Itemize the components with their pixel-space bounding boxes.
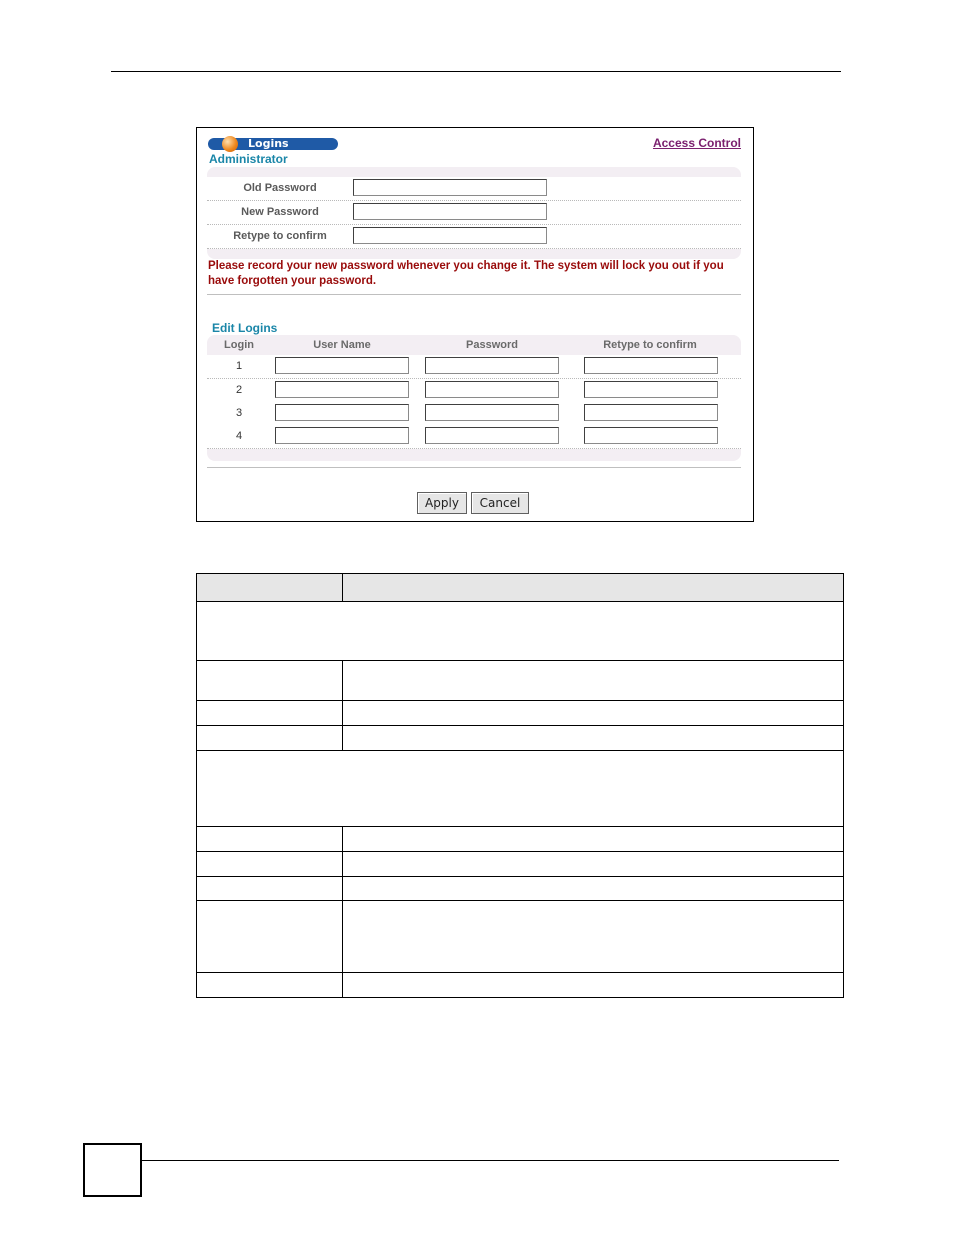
apply-button[interactable]: Apply — [417, 492, 467, 514]
table-line — [197, 972, 843, 973]
table-line — [197, 700, 843, 701]
divider-2 — [207, 467, 741, 468]
login-number: 4 — [235, 430, 243, 442]
cancel-button[interactable]: Cancel — [471, 492, 529, 514]
divider-1 — [207, 294, 741, 295]
retype-confirm-input[interactable] — [353, 227, 547, 244]
table-line — [197, 876, 843, 877]
table-divider — [342, 660, 343, 751]
password-input[interactable] — [425, 404, 559, 421]
login-row — [207, 402, 741, 426]
admin-panel — [207, 167, 741, 259]
login-row — [207, 355, 741, 379]
login-row — [207, 425, 741, 449]
admin-row-new — [207, 201, 741, 225]
new-password-label: New Password — [241, 206, 319, 218]
table-line — [197, 725, 843, 726]
new-password-input[interactable] — [353, 203, 547, 220]
col-password: Password — [466, 339, 518, 351]
table-line — [197, 660, 843, 661]
password-input[interactable] — [425, 357, 559, 374]
description-table — [196, 573, 844, 998]
retype-input[interactable] — [584, 381, 718, 398]
user-name-input[interactable] — [275, 404, 409, 421]
orange-ball-icon — [222, 136, 238, 152]
table-line — [197, 851, 843, 852]
login-row — [207, 379, 741, 403]
col-user-name: User Name — [313, 339, 371, 351]
edit-logins-title: Edit Logins — [212, 321, 278, 335]
top-rule — [111, 71, 841, 72]
bottom-rule — [140, 1160, 839, 1161]
login-number: 1 — [235, 360, 243, 372]
retype-confirm-label: Retype to confirm — [233, 230, 327, 242]
old-password-input[interactable] — [353, 179, 547, 196]
table-line — [197, 601, 843, 602]
col-retype: Retype to confirm — [603, 339, 697, 351]
password-input[interactable] — [425, 427, 559, 444]
retype-input[interactable] — [584, 404, 718, 421]
table-line — [197, 900, 843, 901]
password-warning: Please record your new password whenever you change it. The system will lock you out if you have forgotten your password. — [208, 260, 724, 287]
title-pill — [208, 138, 338, 150]
logins-screenshot — [196, 127, 754, 522]
login-number: 2 — [235, 384, 243, 396]
col-login: Login — [224, 339, 254, 351]
admin-row-old — [207, 177, 741, 201]
password-input[interactable] — [425, 381, 559, 398]
user-name-input[interactable] — [275, 381, 409, 398]
old-password-label: Old Password — [243, 182, 317, 194]
retype-input[interactable] — [584, 357, 718, 374]
table-divider — [342, 574, 343, 601]
table-line — [197, 750, 843, 751]
retype-input[interactable] — [584, 427, 718, 444]
table-header — [197, 574, 843, 601]
table-line — [197, 826, 843, 827]
pill-title: Logins — [248, 137, 289, 150]
user-name-input[interactable] — [275, 357, 409, 374]
admin-row-retype — [207, 225, 741, 249]
page-number-box — [83, 1143, 142, 1197]
login-number: 3 — [235, 407, 243, 419]
administrator-title: Administrator — [209, 152, 288, 166]
user-name-input[interactable] — [275, 427, 409, 444]
access-control-link[interactable]: Access Control — [652, 136, 741, 150]
edit-logins-panel — [207, 335, 741, 461]
